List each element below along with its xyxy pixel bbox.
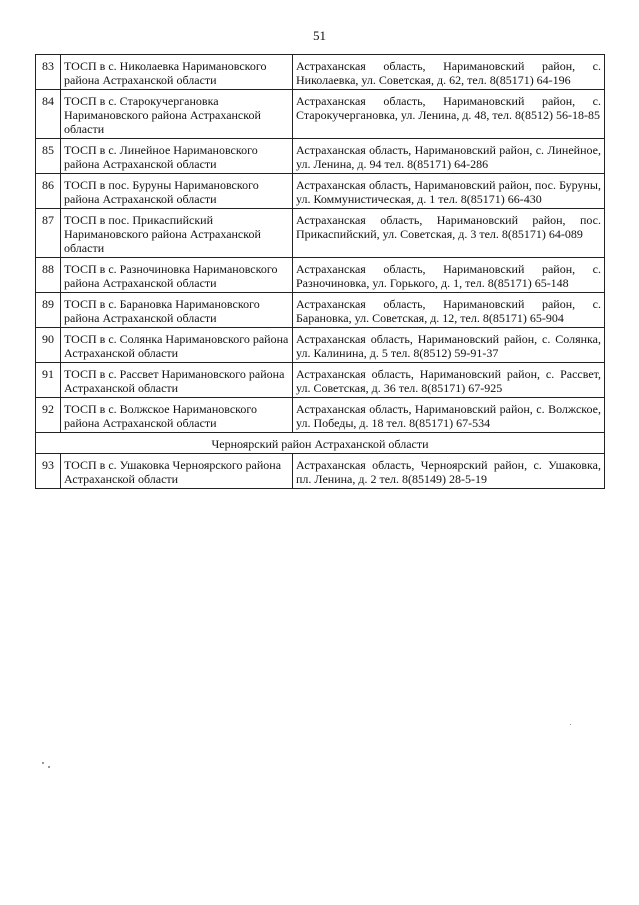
office-address: Астраханская область, Наримановский район, с. Барановка, ул. Советская, д. 12, тел. 8(85171) 65-904 (293, 293, 605, 328)
row-number: 91 (36, 363, 61, 398)
office-address: Астраханская область, Наримановский район, с. Волжское, ул. Победы, д. 18 тел. 8(85171) 67-534 (293, 398, 605, 433)
office-name: ТОСП в пос. Прикаспийский Наримановского района Астраханской области (61, 209, 293, 258)
office-address: Астраханская область, Наримановский район, с. Солянка, ул. Калинина, д. 5 тел. 8(8512) 59-91-37 (293, 328, 605, 363)
office-name: ТОСП в с. Линейное Наримановского района Астраханской области (61, 139, 293, 174)
row-number: 85 (36, 139, 61, 174)
office-address: Астраханская область, Наримановский район, с. Николаевка, ул. Советская, д. 62, тел. 8(85171) 64-196 (293, 55, 605, 90)
office-address: Астраханская область, Наримановский район, с. Рассвет, ул. Советская, д. 36 тел. 8(85171) 67-925 (293, 363, 605, 398)
row-number: 90 (36, 328, 61, 363)
office-name: ТОСП в с. Разночиновка Наримановского района Астраханской области (61, 258, 293, 293)
row-number: 88 (36, 258, 61, 293)
office-address: Астраханская область, Наримановский район, с. Линейное, ул. Ленина, д. 94 тел. 8(85171) 64-286 (293, 139, 605, 174)
table-row (36, 454, 605, 489)
office-address: Астраханская область, Наримановский район, с. Разночиновка, ул. Горького, д. 1, тел. 8(85171) 65-148 (293, 258, 605, 293)
table-row (36, 328, 605, 363)
office-name: ТОСП в с. Ушаковка Черноярского района Астраханской области (61, 454, 293, 489)
office-name: ТОСП в с. Николаевка Наримановского района Астраханской области (61, 55, 293, 90)
row-number: 86 (36, 174, 61, 209)
row-number: 93 (36, 454, 61, 489)
row-number: 84 (36, 90, 61, 139)
office-address: Астраханская область, Наримановский район, с. Старокучергановка, ул. Ленина, д. 48, тел. 8(8512) 56-18-85 (293, 90, 605, 139)
table-row (36, 139, 605, 174)
row-number: 87 (36, 209, 61, 258)
section-row (36, 433, 605, 454)
table-row (36, 398, 605, 433)
office-name: ТОСП в с. Волжское Наримановского района Астраханской области (61, 398, 293, 433)
scan-speck (570, 724, 571, 725)
scan-speck (42, 762, 44, 764)
office-address: Астраханская область, Наримановский район, пос. Прикаспийский, ул. Советская, д. 3 тел. 8(85171) 64-089 (293, 209, 605, 258)
registry-table (35, 54, 605, 489)
row-number: 89 (36, 293, 61, 328)
row-number: 92 (36, 398, 61, 433)
office-name: ТОСП в пос. Буруны Наримановского района Астраханской области (61, 174, 293, 209)
table-row (36, 90, 605, 139)
office-name: ТОСП в с. Старокучергановка Наримановского района Астраханской области (61, 90, 293, 139)
table-row (36, 363, 605, 398)
office-address: Астраханская область, Наримановский район, пос. Буруны, ул. Коммунистическая, д. 1 тел. 8(85171) 66-430 (293, 174, 605, 209)
office-address: Астраханская область, Черноярский район, с. Ушаковка, пл. Ленина, д. 2 тел. 8(85149) 28-5-19 (293, 454, 605, 489)
row-number: 83 (36, 55, 61, 90)
scan-speck (48, 766, 50, 768)
table-row (36, 293, 605, 328)
section-heading: Черноярский район Астраханской области (36, 433, 605, 454)
table-row (36, 258, 605, 293)
page-number: 51 (313, 28, 326, 43)
table-row (36, 209, 605, 258)
office-name: ТОСП в с. Рассвет Наримановского района Астраханской области (61, 363, 293, 398)
table-row (36, 55, 605, 90)
office-name: ТОСП в с. Солянка Наримановского района Астраханской области (61, 328, 293, 363)
office-name: ТОСП в с. Барановка Наримановского района Астраханской области (61, 293, 293, 328)
table-row (36, 174, 605, 209)
